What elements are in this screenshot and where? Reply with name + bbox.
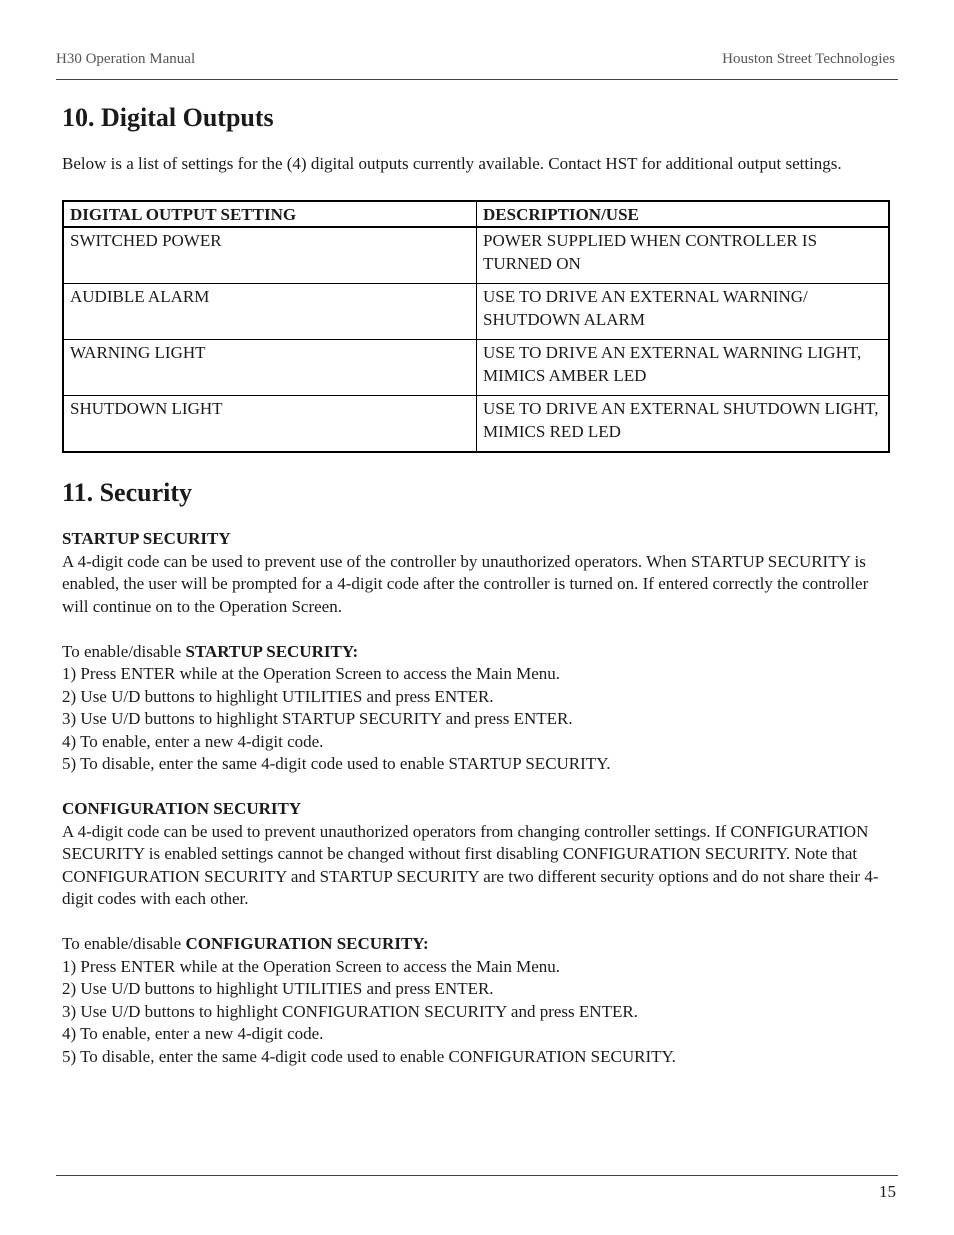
table-row [63,340,889,396]
startup-step: 3) Use U/D buttons to highlight STARTUP SECURITY and press ENTER. [62,709,573,728]
configuration-enable-intro [62,933,892,956]
enable-prefix: To enable/disable [62,641,186,661]
startup-step: 4) To enable, enter a new 4-digit code. [62,731,324,751]
startup-step: 5) To disable, enter the same 4-digit code used to enable STARTUP SECURITY. [62,754,611,773]
output-description-cell: USE TO DRIVE AN EXTERNAL WARNING/ SHUTDOWN ALARM [477,284,890,340]
table-header-row [63,201,889,228]
column-header-setting: DIGITAL OUTPUT SETTING [63,201,477,228]
startup-step: 2) Use U/D buttons to highlight UTILITIES and press ENTER. [62,686,494,706]
digital-outputs-intro: Below is a list of settings for the (4) digital outputs currently available. Contact HST for additional output settings. [62,154,842,173]
startup-security-description: A 4-digit code can be used to prevent use of the controller by unauthorized operators. When STARTUP SECURITY is enabled, the user will be prompted for a 4-digit code after the controller is turned on. If entered correctly the controller will continue on to the Operation Screen. [62,551,869,616]
startup-enable-intro [62,641,892,664]
running-header-company: Houston Street Technologies [722,51,895,67]
table-row [63,396,889,453]
startup-step: 1) Press ENTER while at the Operation Screen to access the Main Menu. [62,664,561,683]
section-title-digital-outputs: 10. Digital Outputs [62,103,274,132]
page-content [62,100,892,1068]
table-row [63,227,889,284]
output-setting-cell: WARNING LIGHT [63,340,477,396]
footer-divider [56,1175,898,1176]
output-setting-cell: SWITCHED POWER [63,227,477,284]
configuration-step: 1) Press ENTER while at the Operation Screen to access the Main Menu. [62,956,561,976]
enable-target: CONFIGURATION SECURITY: [185,934,429,953]
column-header-description: DESCRIPTION/USE [477,201,890,228]
configuration-step: 3) Use U/D buttons to highlight CONFIGURATION SECURITY and press ENTER. [62,1001,638,1021]
table-row [63,284,889,340]
output-description-cell: USE TO DRIVE AN EXTERNAL WARNING LIGHT, MIMICS AMBER LED [477,340,890,396]
section-title-security: 11. Security [62,478,192,507]
configuration-security-heading: CONFIGURATION SECURITY [62,799,302,818]
startup-security-heading: STARTUP SECURITY [62,529,231,548]
running-header-title: H30 Operation Manual [56,51,196,67]
output-description-cell: USE TO DRIVE AN EXTERNAL SHUTDOWN LIGHT, MIMICS RED LED [477,396,890,453]
page-number: 15 [879,1182,896,1201]
configuration-step: 2) Use U/D buttons to highlight UTILITIES and press ENTER. [62,979,494,998]
output-setting-cell: SHUTDOWN LIGHT [63,396,477,453]
enable-target: STARTUP SECURITY: [185,641,359,661]
enable-prefix: To enable/disable [62,934,186,953]
configuration-step: 4) To enable, enter a new 4-digit code. [62,1024,324,1043]
configuration-security-description: A 4-digit code can be used to prevent unauthorized operators from changing controller settings. If CONFIGURATION SECURITY is enabled settings cannot be changed without first disabling CONFIGURATION SECURITY. Note that CONFIGURATION SECURITY and STARTUP SECURITY are two different security options and do not share their 4-digit codes with each other. [62,821,879,908]
digital-outputs-table [62,200,890,454]
output-setting-cell: AUDIBLE ALARM [63,284,477,340]
configuration-step: 5) To disable, enter the same 4-digit code used to enable CONFIGURATION SECURITY. [62,1046,676,1066]
output-description-cell: POWER SUPPLIED WHEN CONTROLLER IS TURNED ON [477,227,890,284]
header-divider [56,79,898,80]
